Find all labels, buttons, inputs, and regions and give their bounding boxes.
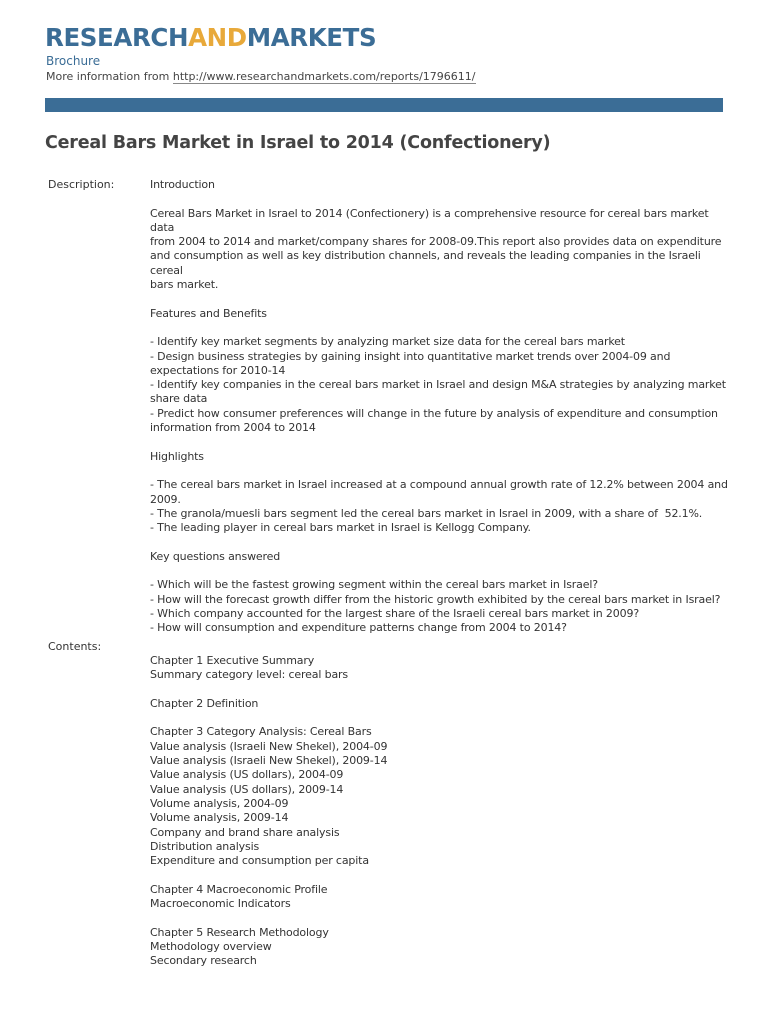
brochure-label: Brochure: [46, 54, 101, 68]
description-label: Description:: [48, 178, 115, 191]
more-info-prefix: More information from: [46, 70, 173, 83]
contents-label: Contents:: [48, 640, 102, 653]
report-link[interactable]: http://www.researchandmarkets.com/reports/1796611/: [172, 70, 476, 83]
chapter-4: Chapter 4 Macroeconomic Profile Macroeconomic Indicators: [150, 882, 328, 911]
logo-markets: MARKETS: [246, 23, 377, 52]
chapter-2: Chapter 2 Definition: [150, 696, 259, 710]
introduction-text: Cereal Bars Market in Israel to 2014 (Confectionery) is a comprehensive resource for cereal bars market data from 2004 to 2014 and market/company shares for 2008-09.This report also provides data on expenditure and consumption as well as key distribution channels, and reveals the leading companies in the Israeli cereal bars market.: [150, 206, 722, 292]
features-text: - Identify key market segments by analyzing market size data for the cereal bars market - Design business strategies by gaining insight into quantitative market trends over 2004-09 and expectations for 2010-14 - Identify key companies in the cereal bars market in Israel and design M&A strategies by analyzing market share data - Predict how consumer preferences will change in the future by analysis of expenditure and consumption information from 2004 to 2014: [150, 335, 726, 435]
contents-body: [150, 654, 728, 969]
questions-heading: Key questions answered: [150, 549, 281, 563]
chapter-3: Chapter 3 Category Analysis: Cereal Bars Value analysis (Israeli New Shekel), 2004-09 Value analysis (Israeli New Shekel), 2009-14 Value analysis (US dollars), 2004-09 Value analysis (US dollars), 2009-14 Volume analysis, 2004-09 Volume analysis, 2009-14 Company and brand share analysis Distribution analysis Expenditure and consumption per capita: [150, 725, 388, 868]
features-heading: Features and Benefits: [150, 306, 267, 320]
description-body: [150, 178, 728, 636]
chapter-5: Chapter 5 Research Methodology Methodology overview Secondary research: [150, 925, 329, 968]
questions-text: - Which will be the fastest growing segment within the cereal bars market in Israel? - How will the forecast growth differ from the historic growth exhibited by the cereal bars market in Israel? - Which company accounted for the largest share of the Israeli cereal bars market in 2009? - How will consumption and expenditure patterns change from 2004 to 2014?: [150, 578, 721, 635]
highlights-heading: Highlights: [150, 449, 204, 463]
logo-and: AND: [188, 23, 247, 52]
introduction-heading: Introduction: [150, 178, 215, 191]
highlights-text: - The cereal bars market in Israel increased at a compound annual growth rate of 12.2% between 2004 and 2009. - The granola/muesli bars segment led the cereal bars market in Israel in 2009, with a share of 52.1%. - The leading player in cereal bars market in Israel is Kellogg Company.: [150, 478, 728, 535]
header-divider-bar: [45, 98, 723, 112]
chapter-1: Chapter 1 Executive Summary Summary category level: cereal bars: [150, 654, 349, 682]
logo-research: RESEARCH: [45, 23, 189, 52]
page-title: Cereal Bars Market in Israel to 2014 (Confectionery): [45, 133, 551, 153]
more-info-line: [46, 70, 476, 84]
logo: [45, 24, 376, 52]
